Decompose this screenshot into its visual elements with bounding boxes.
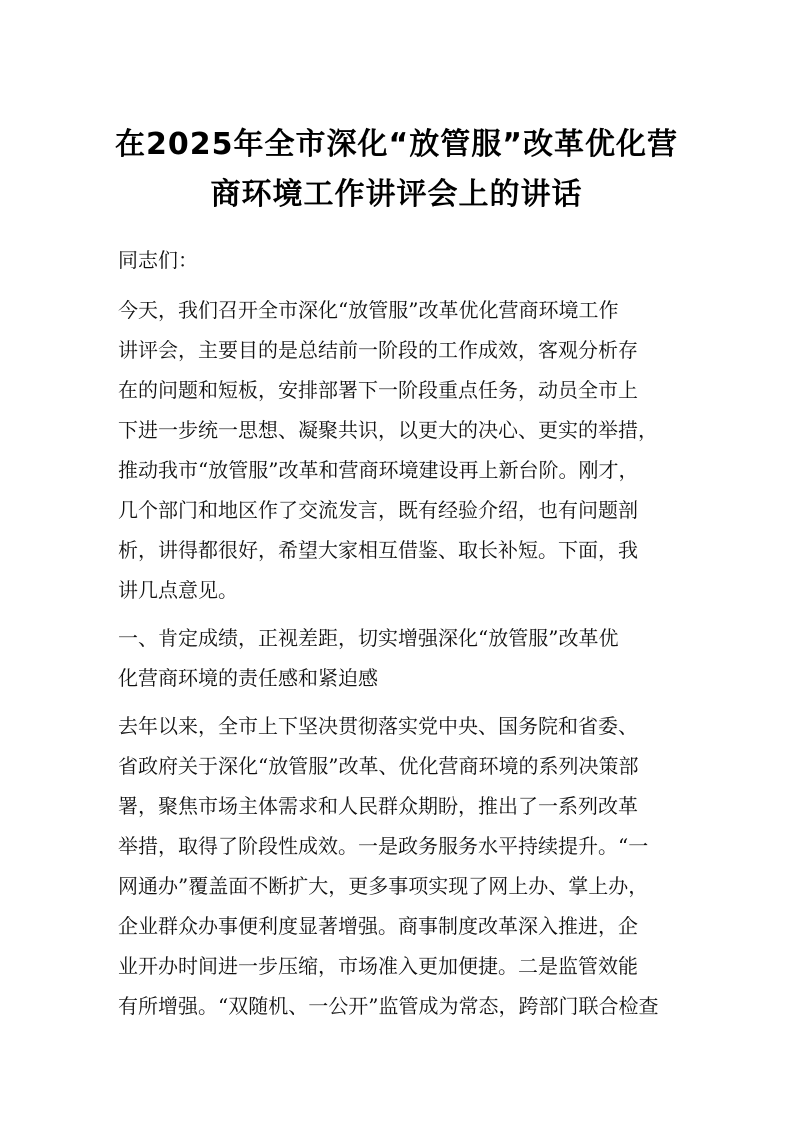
body-line: 企业群众办事便利度显著增强。商事制度改革深入推进，企 (118, 914, 638, 938)
body-line: 讲几点意见。 (118, 578, 238, 602)
body-line: 今天，我们召开全市深化“放管服”改革优化营商环境工作 (118, 298, 619, 322)
body-line: 署，聚焦市场主体需求和人民群众期盼，推出了一系列改革 (118, 794, 638, 818)
document-title-line-1: 在2025年全市深化“放管服”改革优化营 (115, 127, 678, 162)
body-line: 有所增强。“双随机、一公开”监管成为常态，跨部门联合检查 (118, 994, 659, 1018)
body-line: 去年以来，全市上下坚决贯彻落实党中央、国务院和省委、 (118, 714, 638, 738)
body-line: 举措，取得了阶段性成效。一是政务服务水平持续提升。“一 (118, 834, 649, 858)
document-title-line-2: 商环境工作讲评会上的讲话 (210, 177, 583, 212)
body-line: 推动我市“放管服”改革和营商环境建设再上新台阶。刚才， (118, 458, 639, 482)
body-line: 析，讲得都很好，希望大家相互借鉴、取长补短。下面，我 (118, 538, 638, 562)
body-line: 业开办时间进一步压缩，市场准入更加便捷。二是监管效能 (118, 954, 638, 978)
body-line: 几个部门和地区作了交流发言，既有经验介绍，也有问题剖 (118, 498, 638, 522)
body-line: 讲评会，主要目的是总结前一阶段的工作成效，客观分析存 (118, 338, 638, 362)
body-line: 省政府关于深化“放管服”改革、优化营商环境的系列决策部 (118, 754, 639, 778)
salutation: 同志们： (118, 248, 198, 272)
section-heading-line: 一、肯定成绩，正视差距，切实增强深化“放管服”改革优 (118, 626, 619, 650)
body-line: 下进一步统一思想、凝聚共识，以更大的决心、更实的举措， (118, 418, 658, 442)
section-heading-line: 化营商环境的责任感和紧迫感 (118, 666, 378, 690)
body-line: 网通办”覆盖面不断扩大，更多事项实现了网上办、掌上办， (118, 874, 649, 898)
body-line: 在的问题和短板，安排部署下一阶段重点任务，动员全市上 (118, 378, 638, 402)
